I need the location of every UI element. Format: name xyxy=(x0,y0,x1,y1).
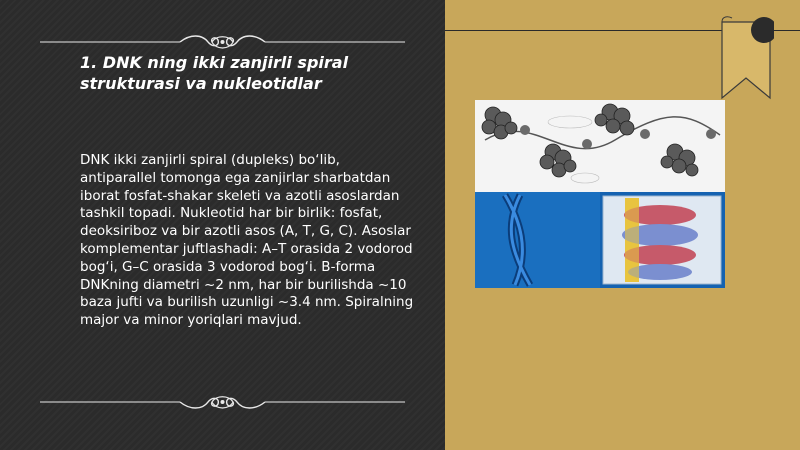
ornament-top-icon xyxy=(40,30,405,54)
bookmark-ribbon-icon xyxy=(718,14,774,104)
dna-structure-image xyxy=(475,100,725,288)
ornament-bottom-icon xyxy=(40,390,405,414)
slide-body-text: DNK ikki zanjirli spiral (dupleks) bo‘lib, antiparallel tomonga ega zanjirlar sharbatdan iborat fosfat-shakar skeleti va azotli asoslardan tashkil topadi. Nukleotid har bir birlik: fosfat, deoksiriboz va bir azotli asos (A, T, G, C). Asoslar komplementar juftlashadi: A–T orasida 2 vodorod bog‘i, G–C orasida 3 vodorod bog‘i. B-forma DNKning diametri ~2 nm, har bir burilishda ~10 baza jufti va burilish uzunligi ~3.4 nm. Spiralning major va minor yoriqlari mavjud. xyxy=(80,152,414,329)
slide-title: 1. DNK ning ikki zanjirli spiral strukturasi va nukleotidlar xyxy=(80,53,349,93)
